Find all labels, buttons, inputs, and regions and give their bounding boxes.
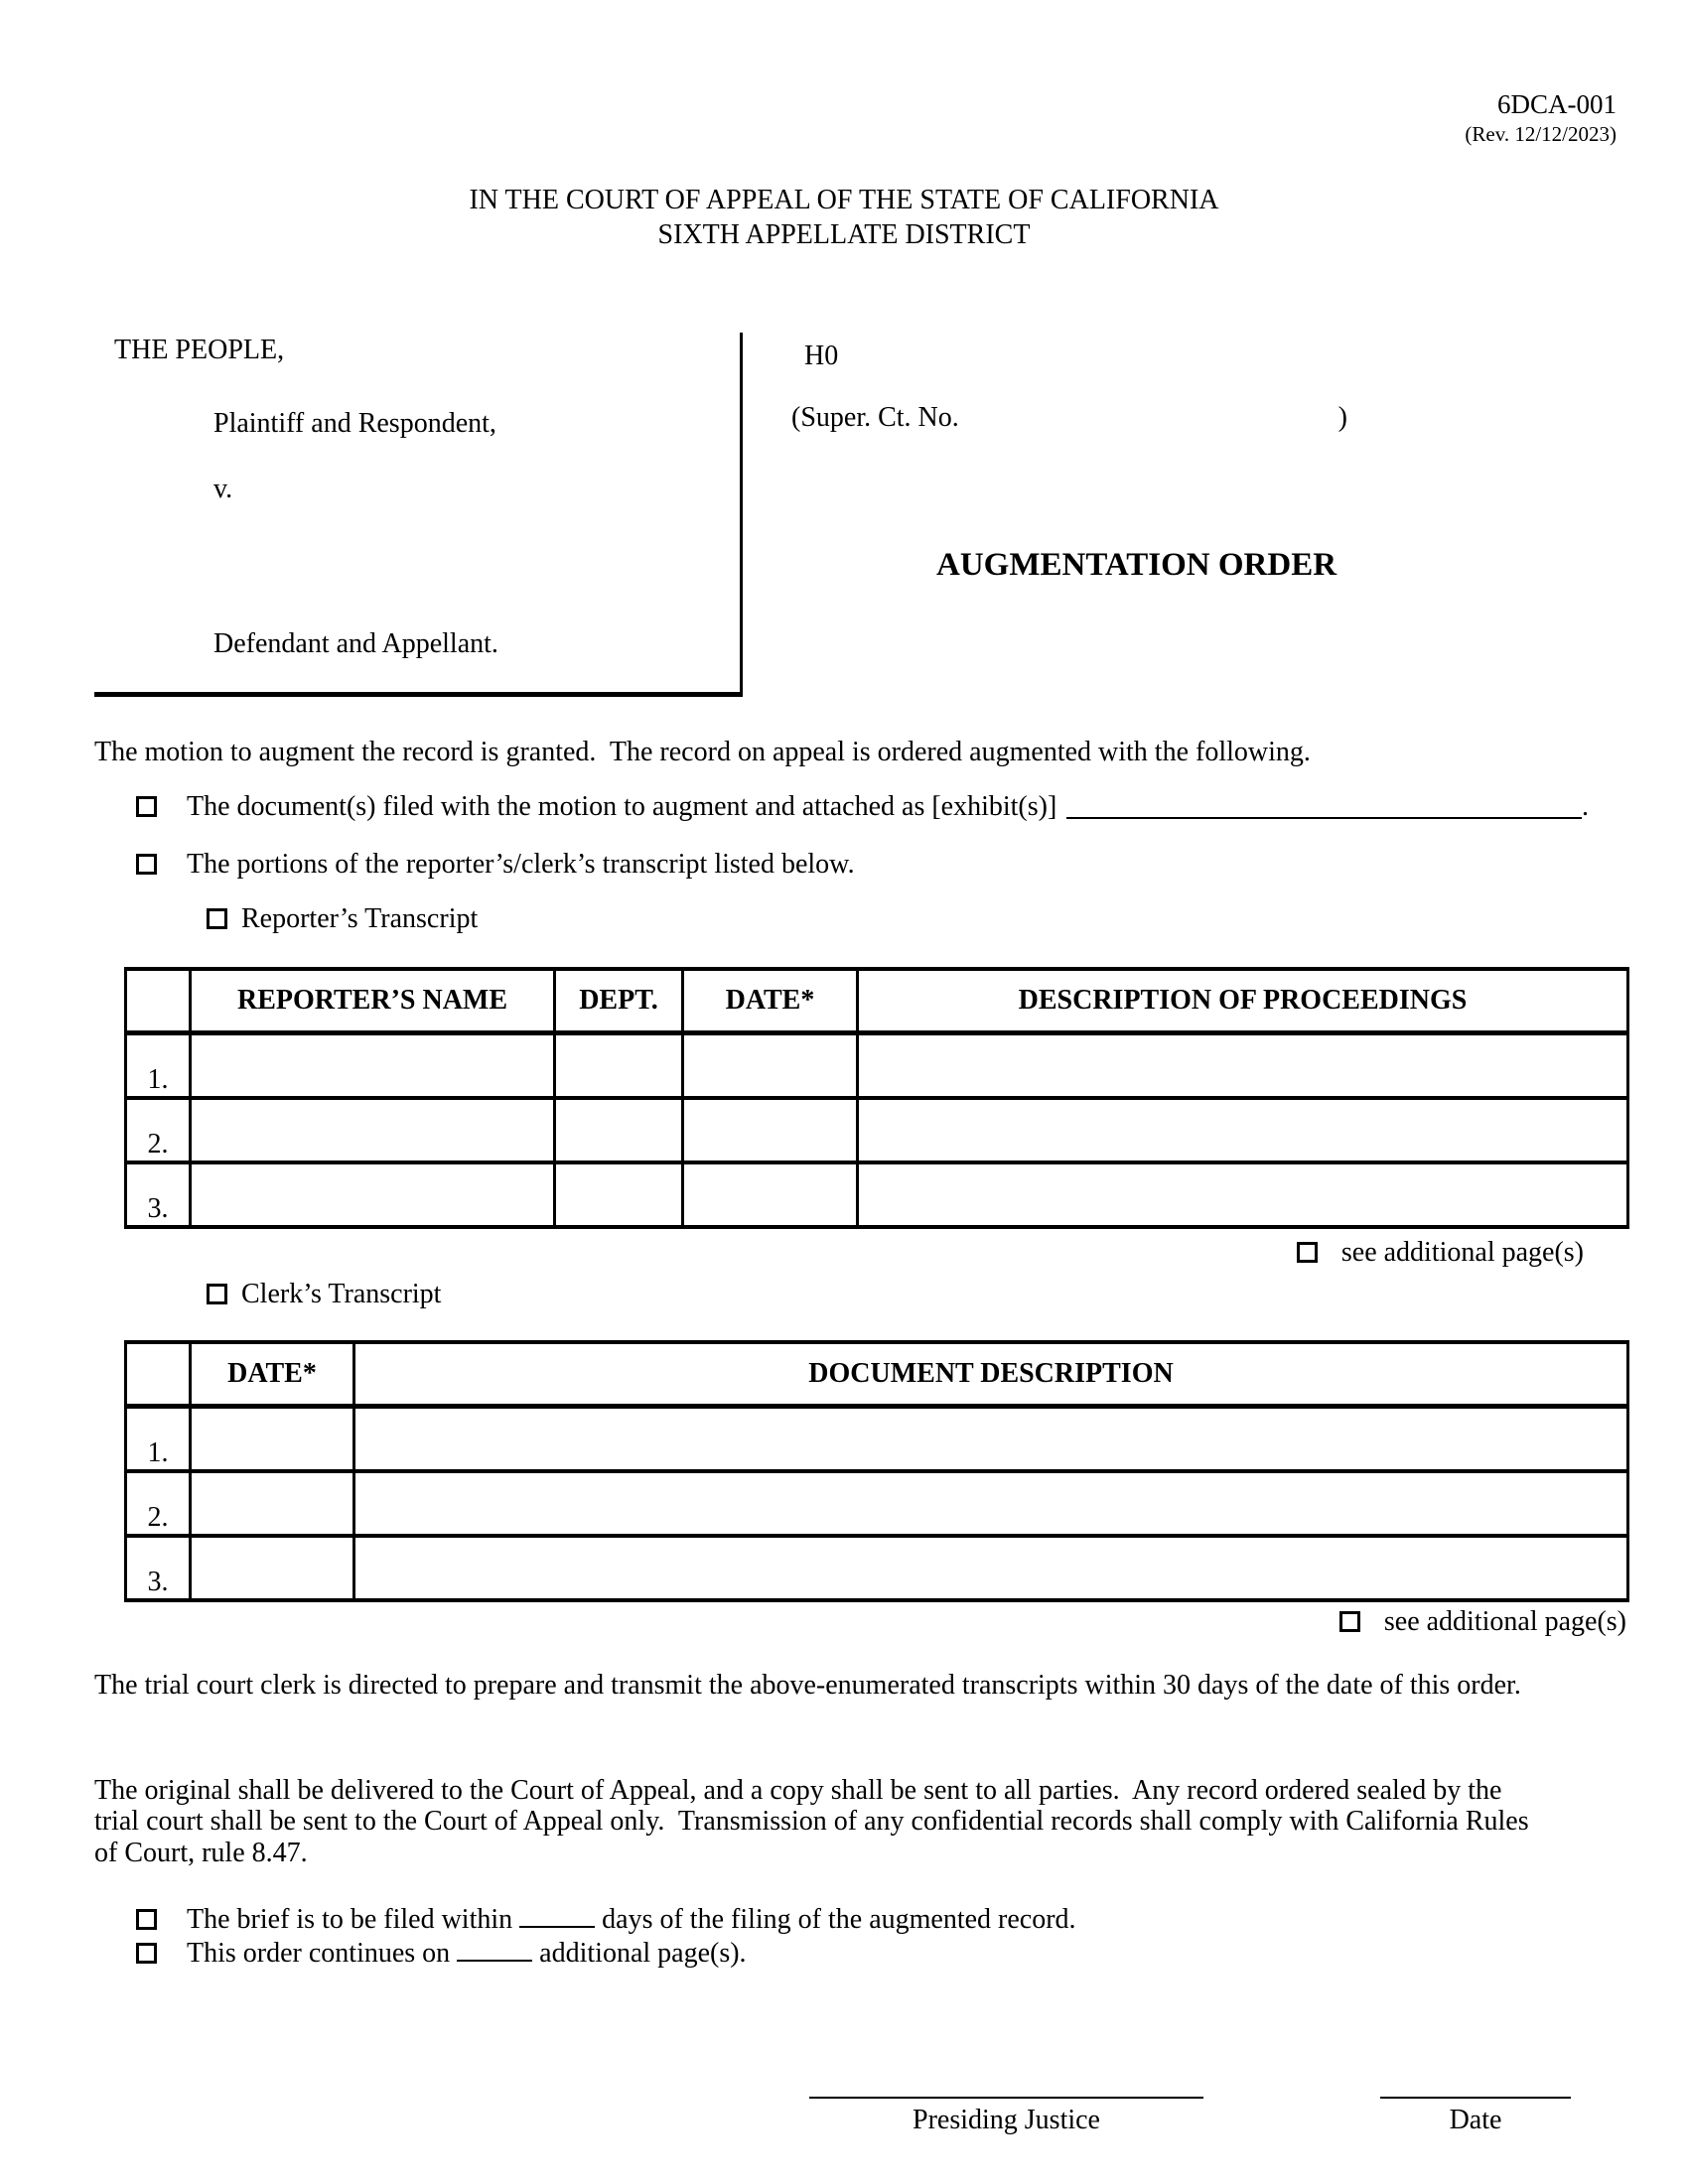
date-cell[interactable] (683, 1098, 858, 1162)
reporter-name-cell[interactable] (191, 1033, 555, 1099)
option-portions-row (136, 849, 855, 881)
order-continues-checkbox[interactable] (136, 1943, 157, 1964)
see-additional-pages-row-2 (1339, 1606, 1626, 1638)
clerk-date-cell[interactable] (191, 1471, 354, 1536)
description-cell[interactable] (858, 1162, 1628, 1227)
form-id-block (1465, 89, 1617, 146)
date-column-header: DATE* (683, 969, 858, 1033)
exhibit-blank-line[interactable] (1066, 817, 1582, 819)
row-number: 1. (126, 1407, 191, 1472)
document-description-cell[interactable] (354, 1407, 1628, 1472)
reporter-name-cell[interactable] (191, 1162, 555, 1227)
form-number: 6DCA-001 (1497, 89, 1617, 119)
clerk-table-row (126, 1536, 1628, 1600)
versus-label: v. (213, 474, 233, 504)
presiding-justice-label: Presiding Justice (913, 2105, 1100, 2135)
see-additional-pages-row-1 (1297, 1237, 1584, 1269)
brief-days-blank[interactable] (519, 1922, 595, 1928)
clerk-table-row (126, 1471, 1628, 1536)
clerk-table-header-row (126, 1342, 1628, 1407)
date-cell[interactable] (683, 1033, 858, 1099)
superior-court-close-paren: ) (1337, 402, 1347, 433)
presiding-justice-signature-line[interactable] (809, 2097, 1203, 2099)
clerks-transcript-checkbox[interactable] (207, 1284, 227, 1304)
superior-court-number-row (791, 402, 1347, 434)
reporters-transcript-label: Reporter’s Transcript (241, 903, 479, 934)
plaintiff-role: Plaintiff and Respondent, (213, 408, 496, 439)
reporter-table-row (126, 1162, 1628, 1227)
brief-filing-checkbox[interactable] (136, 1909, 157, 1930)
case-number-block (770, 333, 1445, 692)
row-number: 3. (126, 1162, 191, 1227)
plaintiff-name: THE PEOPLE, (114, 335, 285, 365)
case-caption-box (94, 333, 743, 697)
dept-cell[interactable] (555, 1162, 683, 1227)
row-number: 3. (126, 1536, 191, 1600)
date-label: Date (1449, 2105, 1502, 2135)
clerks-transcript-row (207, 1279, 441, 1310)
continues-pages-blank[interactable] (457, 1956, 532, 1962)
description-cell[interactable] (858, 1033, 1628, 1099)
intro-paragraph: The motion to augment the record is granted. The record on appeal is ordered augmented with the following. (94, 737, 1311, 767)
clerk-table-row (126, 1407, 1628, 1472)
reporter-table-header-row (126, 969, 1628, 1033)
document-description-cell[interactable] (354, 1536, 1628, 1600)
delivery-paragraph: The original shall be delivered to the Court of Appeal, and a copy shall be sent to all parties. Any record ordered sealed by the trial court shall be sent to the Court of Appeal only. Transmission of any confidential records shall comply with California Rules of Court, rule 8.47. (94, 1775, 1529, 1868)
brief-suffix: days of the filing of the augmented record. (602, 1904, 1076, 1935)
reporter-name-cell[interactable] (191, 1098, 555, 1162)
order-title: AUGMENTATION ORDER (936, 547, 1337, 583)
superior-court-number-field[interactable] (959, 402, 1338, 434)
continues-suffix: additional page(s). (539, 1938, 747, 1969)
option-documents-row (136, 791, 1589, 823)
reporter-table-row (126, 1098, 1628, 1162)
reporter-name-column-header: REPORTER’S NAME (191, 969, 555, 1033)
see-additional-label-1: see additional page(s) (1340, 1237, 1584, 1268)
dept-cell[interactable] (555, 1098, 683, 1162)
reporters-transcript-row (207, 903, 478, 935)
clerk-date-column-header: DATE* (191, 1342, 354, 1407)
clerk-directive-paragraph: The trial court clerk is directed to prepare and transmit the above-enumerated transcripts within 30 days of the date of this order. (94, 1670, 1521, 1701)
brief-filing-row (136, 1904, 1076, 1936)
description-cell[interactable] (858, 1098, 1628, 1162)
brief-filing-text (187, 1904, 1076, 1936)
see-additional-checkbox-2[interactable] (1339, 1611, 1360, 1632)
case-number-prefix: H0 (804, 341, 839, 371)
superior-court-label: (Super. Ct. No. (791, 402, 959, 433)
court-title (0, 185, 1688, 251)
row-number: 1. (126, 1033, 191, 1099)
court-title-line2: SIXTH APPELLATE DISTRICT (657, 219, 1031, 251)
date-signature-line[interactable] (1380, 2097, 1571, 2099)
row-number: 2. (126, 1098, 191, 1162)
date-cell[interactable] (683, 1162, 858, 1227)
description-column-header: DESCRIPTION OF PROCEEDINGS (858, 969, 1628, 1033)
document-description-cell[interactable] (354, 1471, 1628, 1536)
clerk-date-cell[interactable] (191, 1407, 354, 1472)
document-description-column-header: DOCUMENT DESCRIPTION (354, 1342, 1628, 1407)
continues-prefix: This order continues on (187, 1938, 451, 1969)
see-additional-label-2: see additional page(s) (1383, 1606, 1626, 1637)
form-revision-date: (Rev. 12/12/2023) (1465, 122, 1617, 147)
row-number: 2. (126, 1471, 191, 1536)
reporter-transcript-table (124, 967, 1629, 1229)
clerk-table-corner-cell (126, 1342, 191, 1407)
dept-cell[interactable] (555, 1033, 683, 1099)
reporters-transcript-checkbox[interactable] (207, 908, 227, 929)
option-portions-label: The portions of the reporter’s/clerk’s transcript listed below. (187, 849, 855, 880)
order-continues-text (187, 1938, 747, 1970)
clerk-date-cell[interactable] (191, 1536, 354, 1600)
clerks-transcript-label: Clerk’s Transcript (241, 1279, 442, 1309)
documents-checkbox[interactable] (136, 796, 157, 817)
brief-prefix: The brief is to be filed within (187, 1904, 513, 1935)
reporter-table-row (126, 1033, 1628, 1099)
clerk-transcript-table (124, 1340, 1629, 1602)
portions-checkbox[interactable] (136, 854, 157, 875)
reporter-table-corner-cell (126, 969, 191, 1033)
see-additional-checkbox-1[interactable] (1297, 1242, 1318, 1263)
order-continues-row (136, 1938, 747, 1970)
option-documents-period: . (1582, 791, 1589, 822)
dept-column-header: DEPT. (555, 969, 683, 1033)
court-title-line1: IN THE COURT OF APPEAL OF THE STATE OF CALIFORNIA (469, 185, 1219, 215)
defendant-role: Defendant and Appellant. (213, 628, 498, 659)
option-documents-label: The document(s) filed with the motion to augment and attached as [exhibit(s)] (187, 791, 1057, 822)
